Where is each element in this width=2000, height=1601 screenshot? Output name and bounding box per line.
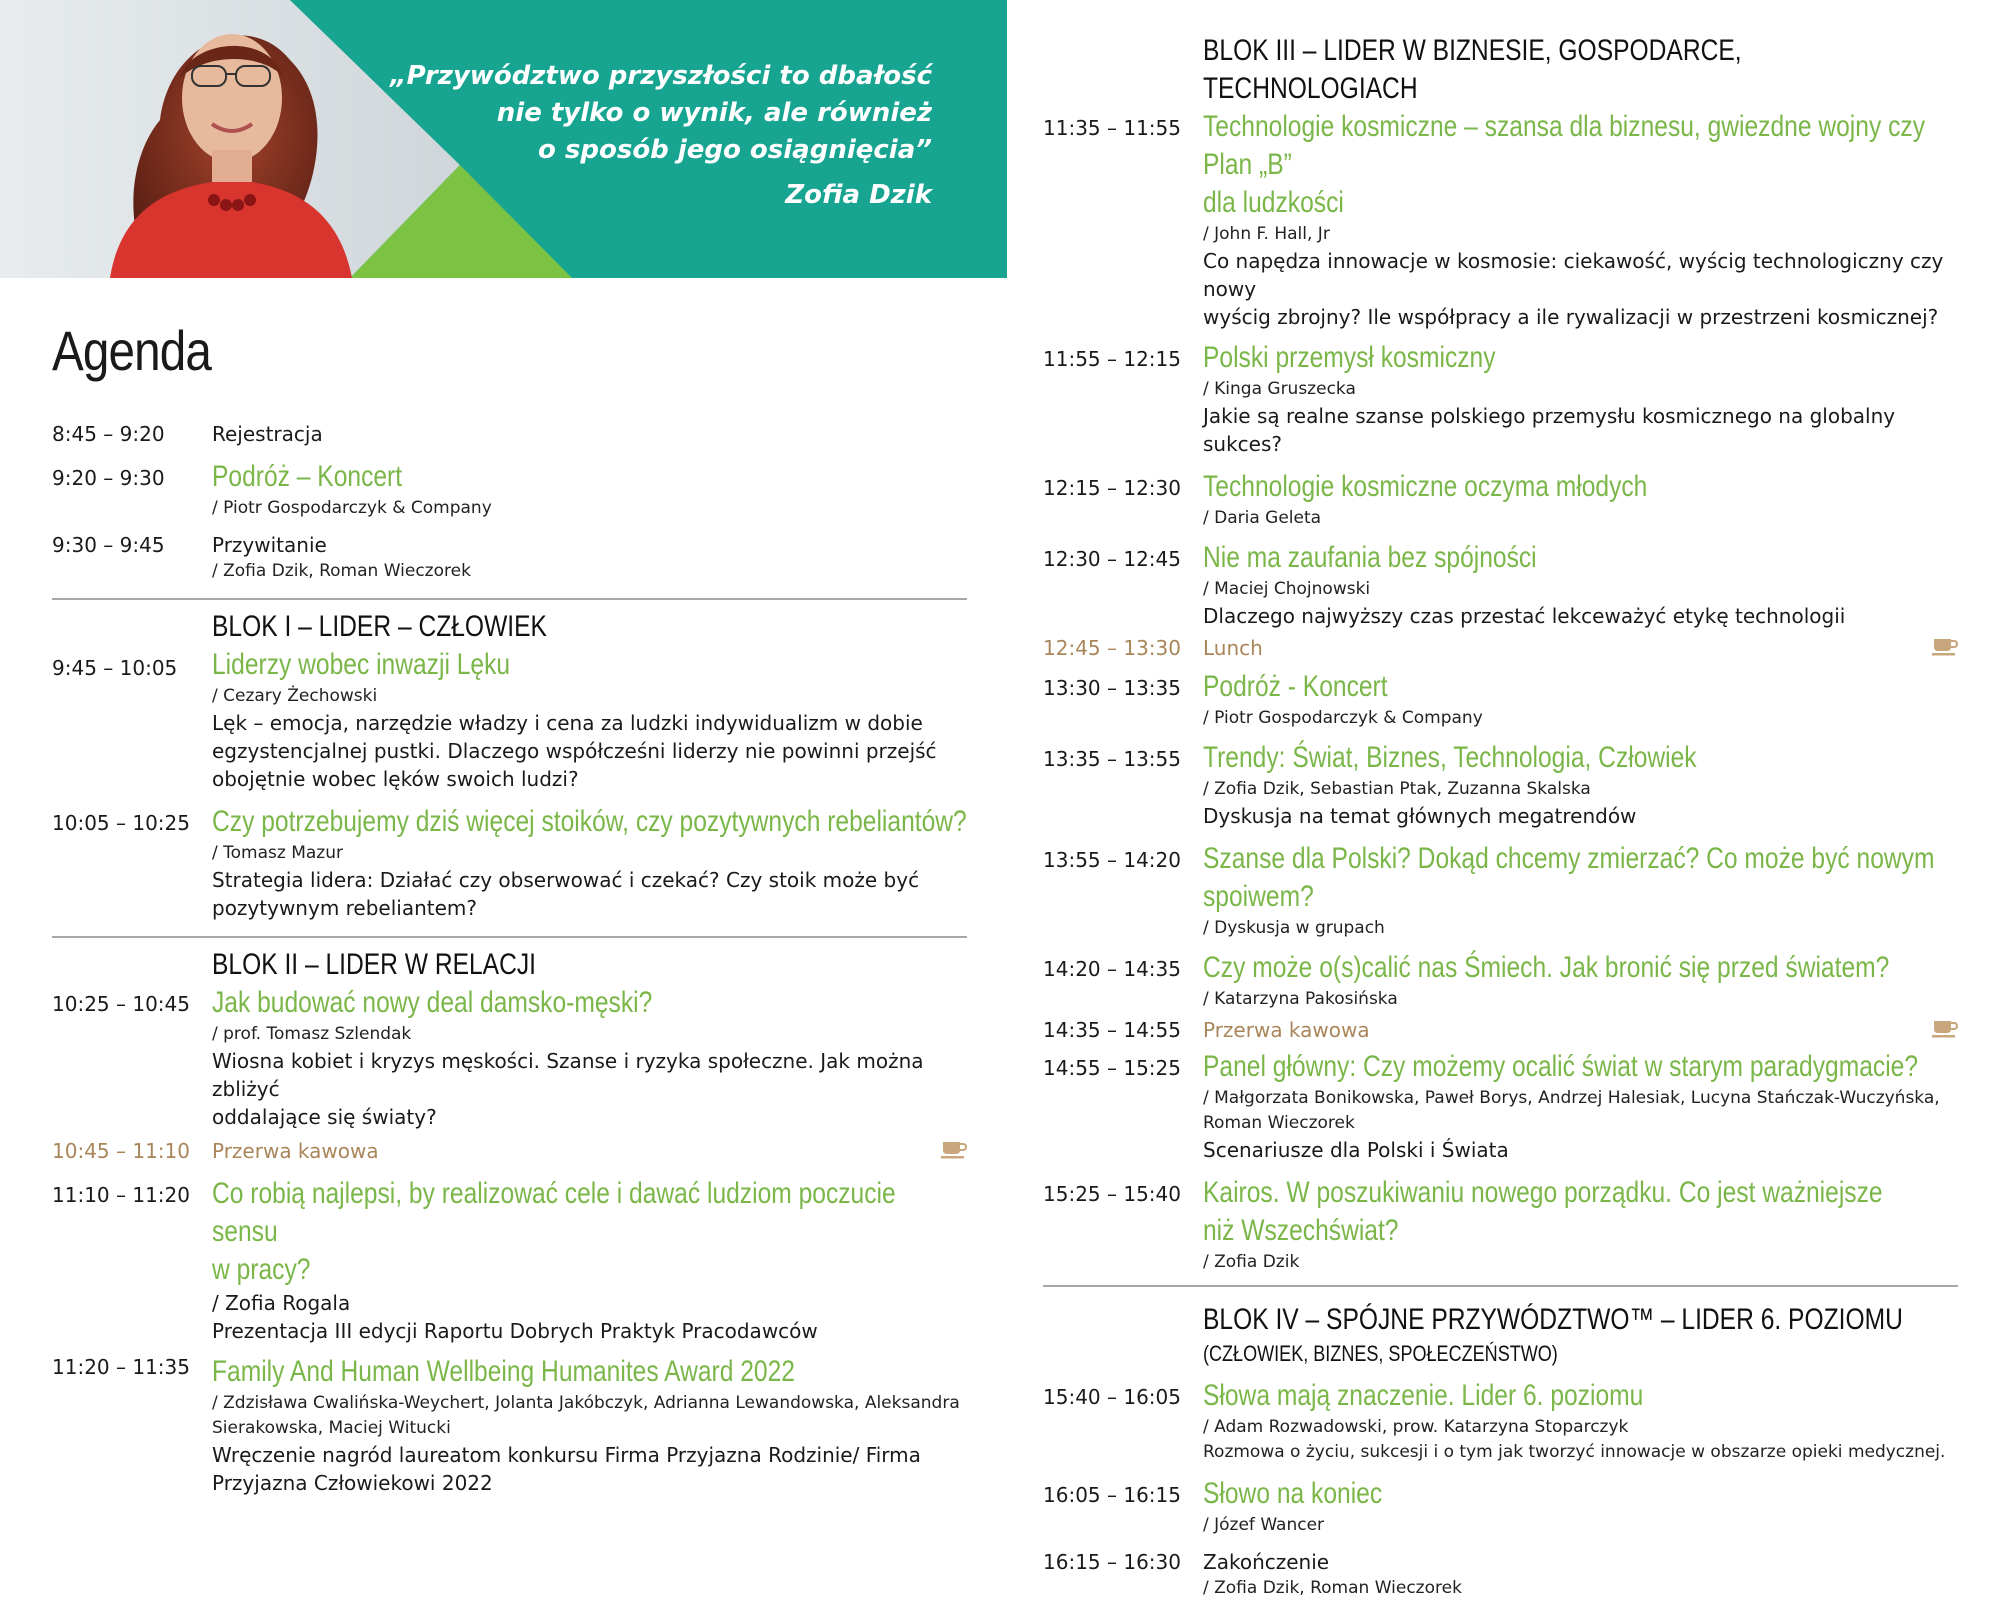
item-title: Przerwa kawowa — [1203, 1018, 1370, 1042]
agenda-item — [1043, 1174, 1958, 1275]
item-time: 9:30 – 9:45 — [52, 533, 165, 557]
item-title: Podróż – Koncert — [212, 460, 403, 493]
block-heading-row — [52, 946, 967, 984]
item-speakers: / Zofia Dzik, Roman Wieczorek — [212, 561, 471, 581]
item-time: 11:20 – 11:35 — [52, 1355, 190, 1379]
item-time: 16:15 – 16:30 — [1043, 1550, 1181, 1574]
item-description: Strategia lidera: Działać czy obserwować i czekać? Czy stoik może być — [212, 868, 920, 892]
block-heading: BLOK III – LIDER W BIZNESIE, GOSPODARCE, TECHNOLOGIACH — [1203, 34, 1742, 105]
coffee-cup-icon — [1932, 1018, 1958, 1038]
item-time: 10:25 – 10:45 — [52, 992, 190, 1016]
item-time: 13:55 – 14:20 — [1043, 848, 1181, 872]
item-description: wyścig zbrojny? Ile współpracy a ile rywalizacji w przestrzeni kosmicznej? — [1203, 305, 1939, 329]
block-heading-row — [1043, 1301, 1958, 1369]
item-title: Liderzy wobec inwazji Lęku — [212, 648, 511, 681]
item-speakers: / Małgorzata Bonikowska, Paweł Borys, Andrzej Halesiak, Lucyna Stańczak-Wuczyńska, — [1203, 1088, 1940, 1108]
item-time: 8:45 – 9:20 — [52, 422, 165, 446]
item-speakers: / Zofia Rogala — [212, 1291, 351, 1315]
item-description: Wiosna kobiet i kryzys męskości. Szanse i ryzyka społeczne. Jak można zbliżyć — [212, 1049, 924, 1101]
agenda-item — [1043, 949, 1958, 1012]
item-title: Family And Human Wellbeing Humanites Award 2022 — [212, 1355, 795, 1388]
item-time: 14:35 – 14:55 — [1043, 1018, 1181, 1042]
item-speakers: / prof. Tomasz Szlendak — [212, 1024, 412, 1044]
quote-line: o sposób jego osiągnięcia” — [537, 135, 932, 165]
item-description: Co napędza innowacje w kosmosie: ciekawość, wyścig technologiczny czy nowy — [1203, 249, 1944, 301]
item-title: Polski przemysł kosmiczny — [1203, 341, 1496, 374]
agenda-item — [52, 984, 967, 1131]
item-title: Szanse dla Polski? Dokąd chcemy zmierzać? Co może być nowym spoiwem? — [1203, 842, 1935, 913]
item-speakers: / Cezary Żechowski — [212, 686, 378, 706]
hero-quote — [372, 58, 932, 214]
item-title: Słowo na koniec — [1203, 1477, 1383, 1510]
item-time: 15:40 – 16:05 — [1043, 1385, 1181, 1409]
item-title: dla ludzkości — [1203, 186, 1344, 219]
agenda-item — [52, 803, 967, 922]
agenda-item — [1043, 108, 1958, 331]
item-speakers: / Dyskusja w grupach — [1203, 918, 1385, 938]
item-speakers: Roman Wieczorek — [1203, 1113, 1355, 1133]
item-speakers: / Maciej Chojnowski — [1203, 579, 1371, 599]
block-heading: BLOK IV – SPÓJNE PRZYWÓDZTWO™ – LIDER 6. POZIOMU — [1203, 1303, 1903, 1336]
item-speakers: / Kinga Gruszecka — [1203, 379, 1356, 399]
item-title: Trendy: Świat, Biznes, Technologia, Człowiek — [1203, 741, 1697, 774]
agenda-item — [1043, 668, 1958, 731]
item-speakers: / Zofia Dzik — [1203, 1252, 1300, 1272]
coffee-cup-icon — [1932, 636, 1958, 656]
item-title: Jak budować nowy deal damsko-męski? — [212, 986, 653, 1019]
item-speakers: / John F. Hall, Jr — [1203, 224, 1330, 244]
item-title: Podróż - Koncert — [1203, 670, 1388, 703]
item-description: Jakie są realne szanse polskiego przemysłu kosmicznego na globalny sukces? — [1203, 404, 1896, 456]
coffee-cup-icon — [941, 1139, 967, 1159]
item-title: Technologie kosmiczne oczyma młodych — [1203, 470, 1648, 503]
agenda-item — [1043, 840, 1958, 941]
item-description: oddalające się światy? — [212, 1105, 437, 1129]
agenda-item — [1043, 339, 1958, 458]
block-heading-row — [1043, 32, 1958, 108]
agenda-item — [52, 531, 967, 584]
agenda-item-break — [1043, 634, 1958, 662]
item-description: Dlaczego najwyższy czas przestać lekceważyć etykę technologii — [1203, 604, 1846, 628]
quote-line: „Przywództwo przyszłości to dbałość — [389, 61, 932, 91]
section-divider — [52, 598, 967, 600]
item-time: 9:20 – 9:30 — [52, 466, 165, 490]
agenda-right-column — [1043, 32, 1958, 1601]
item-description: Dyskusja na temat głównych megatrendów — [1203, 804, 1637, 828]
item-speakers: / Piotr Gospodarczyk & Company — [212, 498, 492, 518]
item-time: 16:05 – 16:15 — [1043, 1483, 1181, 1507]
quote-author: Zofia Dzik — [785, 180, 932, 210]
agenda-item — [1043, 1377, 1958, 1465]
item-speakers: / Katarzyna Pakosińska — [1203, 989, 1398, 1009]
section-divider — [1043, 1285, 1958, 1287]
item-description: Przyjazna Człowiekowi 2022 — [212, 1471, 493, 1495]
block-subheading: (CZŁOWIEK, BIZNES, SPOŁECZEŃSTWO) — [1203, 1341, 1558, 1366]
agenda-item — [52, 1175, 967, 1345]
item-title: Przywitanie — [212, 533, 327, 557]
item-speakers: / Daria Geleta — [1203, 508, 1322, 528]
item-time: 10:45 – 11:10 — [52, 1139, 190, 1163]
block-heading: BLOK I – LIDER – CZŁOWIEK — [212, 610, 547, 643]
item-description: obojętnie wobec lęków swoich ludzi? — [212, 767, 579, 791]
item-description: Lęk – emocja, narzędzie władzy i cena za ludzki indywidualizm w dobie — [212, 711, 923, 735]
section-divider — [52, 936, 967, 938]
item-time: 14:20 – 14:35 — [1043, 957, 1181, 981]
item-title: Czy może o(s)calić nas Śmiech. Jak bronić się przed światem? — [1203, 951, 1890, 984]
item-speakers: Sierakowska, Maciej Witucki — [212, 1418, 451, 1438]
agenda-item — [1043, 468, 1958, 531]
item-time: 10:05 – 10:25 — [52, 811, 190, 835]
item-time: 13:30 – 13:35 — [1043, 676, 1181, 700]
item-title: Nie ma zaufania bez spójności — [1203, 541, 1537, 574]
item-speakers: / Józef Wancer — [1203, 1515, 1325, 1535]
agenda-item — [1043, 1548, 1958, 1601]
agenda-item — [1043, 539, 1958, 630]
item-time: 13:35 – 13:55 — [1043, 747, 1181, 771]
item-speakers: / Adam Rozwadowski, prow. Katarzyna Stoparczyk — [1203, 1417, 1629, 1437]
item-title: w pracy? — [212, 1253, 311, 1286]
item-time: 9:45 – 10:05 — [52, 656, 178, 680]
agenda-item — [52, 1353, 967, 1497]
item-time: 12:15 – 12:30 — [1043, 476, 1181, 500]
agenda-item — [1043, 1048, 1958, 1164]
item-title: Co robią najlepsi, by realizować cele i dawać ludziom poczucie sensu — [212, 1177, 896, 1248]
agenda-item — [52, 458, 967, 521]
item-time: 14:55 – 15:25 — [1043, 1056, 1181, 1080]
item-title: Lunch — [1203, 636, 1263, 660]
item-description: Prezentacja III edycji Raportu Dobrych Praktyk Pracodawców — [212, 1319, 818, 1343]
item-time: 11:55 – 12:15 — [1043, 347, 1181, 371]
agenda-item — [1043, 1475, 1958, 1538]
item-time: 11:10 – 11:20 — [52, 1183, 190, 1207]
block-heading-row — [52, 608, 967, 646]
page-title: Agenda — [52, 319, 212, 382]
item-time: 12:45 – 13:30 — [1043, 636, 1181, 660]
item-title: Słowa mają znaczenie. Lider 6. poziomu — [1203, 1379, 1644, 1412]
agenda-left-column — [52, 420, 967, 1497]
item-title: Rejestracja — [212, 422, 323, 446]
block-heading: BLOK II – LIDER W RELACJI — [212, 948, 537, 981]
item-speakers: / Tomasz Mazur — [212, 843, 343, 863]
item-description: egzystencjalnej pustki. Dlaczego współcześni liderzy nie powinni przejść — [212, 739, 937, 763]
item-title: Przerwa kawowa — [212, 1139, 379, 1163]
agenda-item — [52, 420, 967, 448]
item-title: Panel główny: Czy możemy ocalić świat w starym paradygmacie? — [1203, 1050, 1919, 1083]
item-description: pozytywnym rebeliantem? — [212, 896, 478, 920]
item-title: Czy potrzebujemy dziś więcej stoików, czy pozytywnych rebeliantów? — [212, 805, 967, 838]
hero-banner — [0, 0, 1007, 278]
agenda-item-break — [52, 1137, 967, 1165]
item-description: Wręczenie nagród laureatom konkursu Firma Przyjazna Rodzinie/ Firma — [212, 1443, 921, 1467]
item-speakers: / Zofia Dzik, Roman Wieczorek — [1203, 1578, 1462, 1598]
item-time: 11:35 – 11:55 — [1043, 116, 1181, 140]
item-speakers: / Piotr Gospodarczyk & Company — [1203, 708, 1483, 728]
item-title: Technologie kosmiczne – szansa dla biznesu, gwiezdne wojny czy Plan „B” — [1203, 110, 1925, 181]
agenda-item — [1043, 739, 1958, 830]
item-time: 15:25 – 15:40 — [1043, 1182, 1181, 1206]
item-time: 12:30 – 12:45 — [1043, 547, 1181, 571]
item-speakers: / Zofia Dzik, Sebastian Ptak, Zuzanna Skalska — [1203, 779, 1591, 799]
item-title: Kairos. W poszukiwaniu nowego porządku. Co jest ważniejsze — [1203, 1176, 1883, 1209]
item-speakers: / Zdzisława Cwalińska-Weychert, Jolanta Jakóbczyk, Adrianna Lewandowska, Aleksandra — [212, 1393, 960, 1413]
agenda-item — [52, 646, 967, 793]
item-description: Rozmowa o życiu, sukcesji i o tym jak tworzyć innowacje w obszarze opieki medycznej. — [1203, 1442, 1946, 1462]
item-title: niż Wszechświat? — [1203, 1214, 1399, 1247]
item-title: Zakończenie — [1203, 1550, 1330, 1574]
item-description: Scenariusze dla Polski i Świata — [1203, 1138, 1509, 1162]
quote-line: nie tylko o wynik, ale również — [496, 98, 932, 128]
agenda-item-break — [1043, 1016, 1958, 1044]
